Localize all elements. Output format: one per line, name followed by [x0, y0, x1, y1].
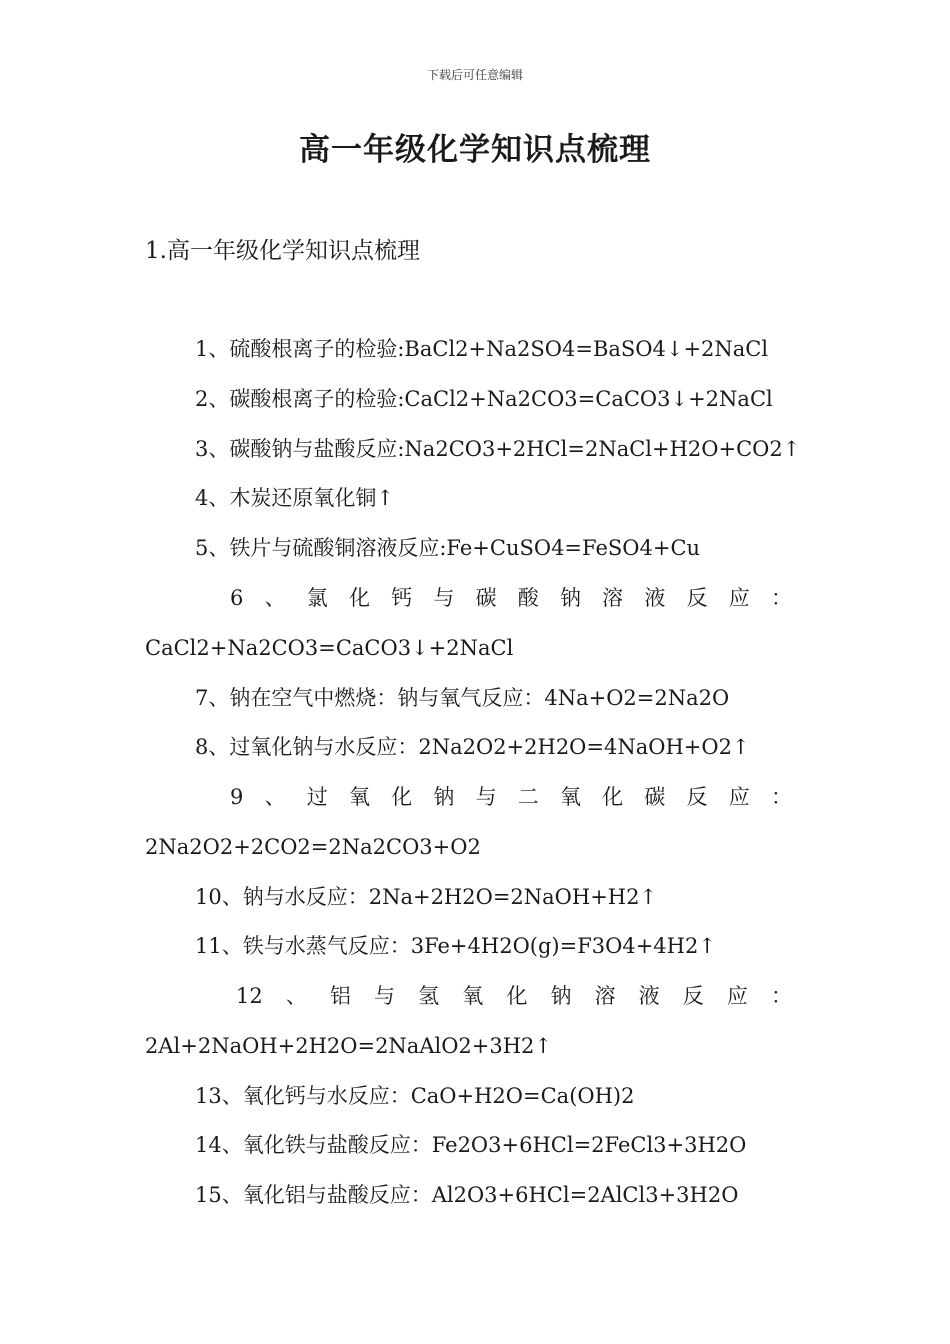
list-item: 3、碳酸钠与盐酸反应:Na2CO3+2HCl=2NaCl+H2O+CO2↑ [195, 437, 801, 461]
section-heading: 1.高一年级化学知识点梳理 [145, 238, 420, 264]
list-item-label: 6、氯化钙与碳酸钠溶液反应： [230, 586, 792, 610]
list-item: 13、氧化钙与水反应：CaO+H2O=Ca(OH)2 [195, 1084, 635, 1108]
list-item-formula: 2Na2O2+2CO2=2Na2CO3+O2 [145, 835, 481, 859]
list-item: 15、氧化铝与盐酸反应：Al2O3+6HCl=2AlCl3+3H2O [195, 1183, 739, 1207]
list-item-label: 9、过氧化钠与二氧化碳反应： [230, 785, 792, 809]
list-item: 5、铁片与硫酸铜溶液反应:Fe+CuSO4=FeSO4+Cu [195, 536, 701, 560]
list-item: 8、过氧化钠与水反应：2Na2O2+2H2O=4NaOH+O2↑ [195, 735, 750, 759]
list-item-label: 12、铝与氢氧化钠溶液反应： [236, 984, 792, 1008]
list-item: 14、氧化铁与盐酸反应：Fe2O3+6HCl=2FeCl3+3H2O [195, 1133, 747, 1157]
document-title: 高一年级化学知识点梳理 [299, 132, 651, 168]
list-item: 10、钠与水反应：2Na+2H2O=2NaOH+H2↑ [195, 885, 658, 909]
list-item: 2、碳酸根离子的检验:CaCl2+Na2CO3=CaCO3↓+2NaCl [195, 387, 773, 411]
list-item-formula: CaCl2+Na2CO3=CaCO3↓+2NaCl [145, 636, 514, 660]
list-item: 4、木炭还原氧化铜↑ [195, 486, 394, 510]
list-item: 1、硫酸根离子的检验:BaCl2+Na2SO4=BaSO4↓+2NaCl [195, 337, 769, 361]
list-item: 7、钠在空气中燃烧：钠与氧气反应：4Na+O2=2Na2O [195, 686, 730, 710]
header-note: 下载后可任意编辑 [426, 68, 523, 82]
list-item: 11、铁与水蒸气反应：3Fe+4H2O(g)=F3O4+4H2↑ [195, 934, 716, 958]
list-item-formula: 2Al+2NaOH+2H2O=2NaAlO2+3H2↑ [145, 1034, 553, 1058]
